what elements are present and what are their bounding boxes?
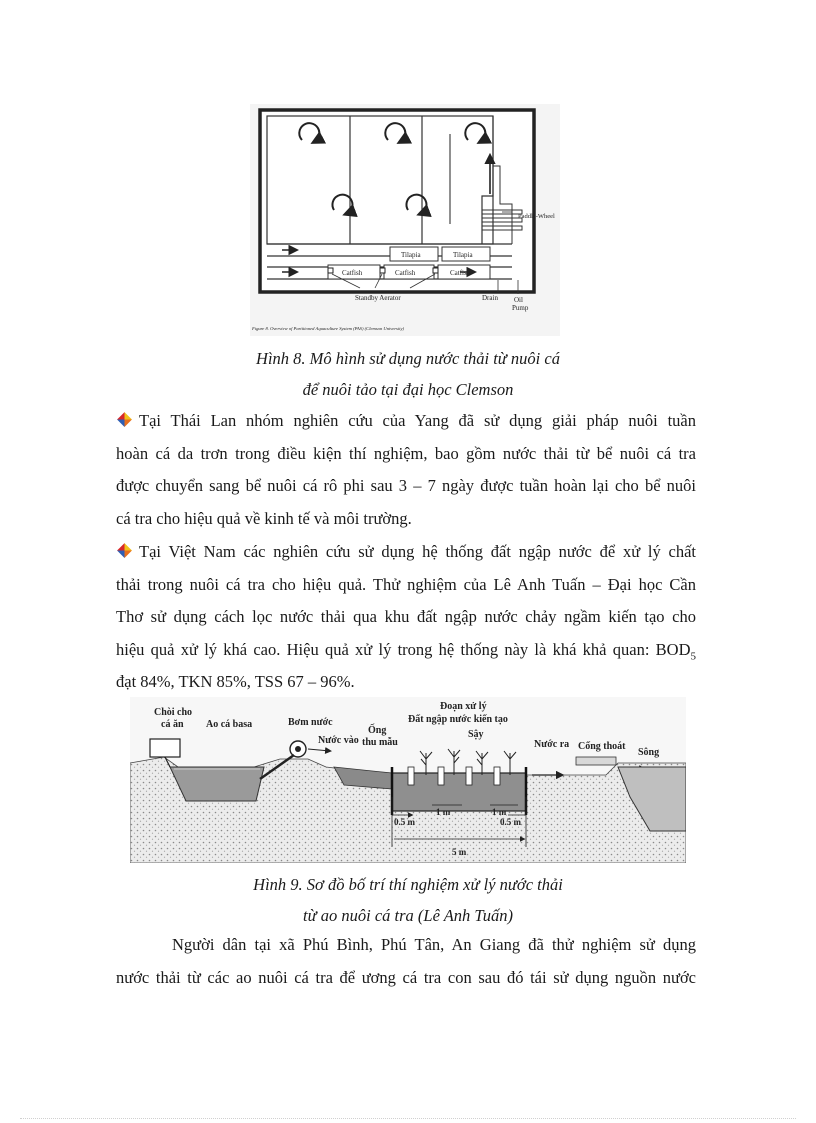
label-bom-nuoc: Bơm nước xyxy=(288,717,333,728)
label-tilapia-1: Tilapia xyxy=(401,251,421,259)
label-choi-line-2: cá ăn xyxy=(161,719,184,730)
bod-subscript: 5 xyxy=(690,649,696,662)
label-song: Sông xyxy=(638,747,660,758)
paragraph-line: nước thải từ các ao nuôi cá tra để ương cá tra con sau đó tái sử dụng nguồn nước xyxy=(116,967,696,987)
label-oil: Oil xyxy=(514,296,523,304)
label-catfish-3: Catfish xyxy=(450,269,471,277)
bullet-icon xyxy=(116,411,133,428)
paragraph-vietnam xyxy=(116,536,696,699)
paragraph-line-text: Tại Thái Lan nhóm nghiên cứu của Yang đã sử dụng giải pháp nuôi tuần xyxy=(139,411,696,430)
fish-pond xyxy=(170,767,264,801)
figure-8-source-note: Figure 8. Overview of Partitioned Aquaculture System (PAS) (Clemson University) xyxy=(252,326,405,331)
label-tilapia-2: Tilapia xyxy=(453,251,473,259)
paragraph-line: được chuyển sang bể nuôi cá rô phi sau 3 – 7 ngày được tuần hoàn lại cho bể nuôi xyxy=(116,476,696,495)
paragraph-line xyxy=(116,634,696,667)
paragraph-line: Thơ sử dụng cách lọc nước thải qua khu đất ngập nước chảy ngầm kiến tạo cho xyxy=(116,607,696,626)
paragraph-line xyxy=(116,536,696,569)
label-dat-ngap-nuoc: Đất ngập nước kiến tạo xyxy=(408,714,508,725)
label-cong-thoat: Cống thoát xyxy=(578,741,626,752)
label-paddle-wheel: Paddle-Wheel xyxy=(518,213,555,220)
paragraph-line-text: Tại Việt Nam các nghiên cứu sử dụng hệ thống đất ngập nước để xử lý chất xyxy=(139,542,696,561)
paragraph-line-text: Người dân tại xã Phú Bình, Phú Tân, An Giang đã thử nghiệm sử dụng xyxy=(172,935,696,954)
label-nuoc-vao: Nước vào xyxy=(318,735,359,746)
label-dim-0-5m-left: 0.5 m xyxy=(394,817,415,827)
label-nuoc-ra: Nước ra xyxy=(534,739,570,750)
label-standby-aerator: Standby Aerator xyxy=(355,294,401,302)
page-bottom-divider xyxy=(20,1118,796,1119)
figure-9-caption-line-1: Hình 9. Sơ đồ bố trí thí nghiệm xử lý nước thải xyxy=(253,875,563,894)
paragraph-line xyxy=(116,405,696,438)
feeding-hut xyxy=(150,739,180,757)
label-catfish-1: Catfish xyxy=(342,269,363,277)
figure-9-wetland-diagram xyxy=(130,697,686,863)
paragraph-thailand xyxy=(116,405,696,535)
figure-8-pas-diagram xyxy=(250,104,560,336)
label-dim-0-5m-right: 0.5 m xyxy=(500,817,521,827)
label-dim-5m: 5 m xyxy=(452,847,467,857)
label-doan-xu-ly: Đoạn xử lý xyxy=(440,701,487,712)
paragraph-line: thải trong nuôi cá tra cho hiệu quả. Thử nghiệm của Lê Anh Tuấn – Đại học Cần xyxy=(116,574,696,594)
figure-8-caption-line-1: Hình 8. Mô hình sử dụng nước thải từ nuôi cá xyxy=(256,349,560,368)
label-choi-line-1: Chòi cho xyxy=(154,707,193,718)
label-drain: Drain xyxy=(482,294,498,302)
figure-8-caption-line-2: để nuôi tảo tại đại học Clemson xyxy=(302,380,514,399)
label-ao-ca-basa: Ao cá basa xyxy=(206,719,253,730)
label-say: Sậy xyxy=(468,729,484,740)
label-catfish-2: Catfish xyxy=(395,269,416,277)
label-dim-1m-right: 1 m xyxy=(492,807,507,817)
figure-9-caption-line-2: từ ao nuôi cá tra (Lê Anh Tuấn) xyxy=(303,906,513,925)
paragraph-line xyxy=(116,929,696,962)
label-ong-line-2: thu mẫu xyxy=(362,737,398,748)
label-pump: Pump xyxy=(512,304,529,312)
bullet-icon xyxy=(116,542,133,559)
label-ong-line-1: Ống xyxy=(368,725,387,736)
paragraph-line: cá tra cho hiệu quả về kinh tế và môi trường. xyxy=(116,508,412,528)
bod-text: hiệu quả xử lý khá cao. Hiệu quả xử lý trong hệ thống này là khá khả quan: BOD xyxy=(116,639,691,659)
paragraph-an-giang xyxy=(116,929,696,994)
label-dim-1m-left: 1 m xyxy=(436,807,451,817)
paragraph-line: đạt 84%, TKN 85%, TSS 67 – 96%. xyxy=(116,672,355,691)
paragraph-line: hoàn cá da trơn trong điều kiện thí nghiệm, bao gồm nước thải từ bể nuôi cá tra xyxy=(116,443,696,463)
